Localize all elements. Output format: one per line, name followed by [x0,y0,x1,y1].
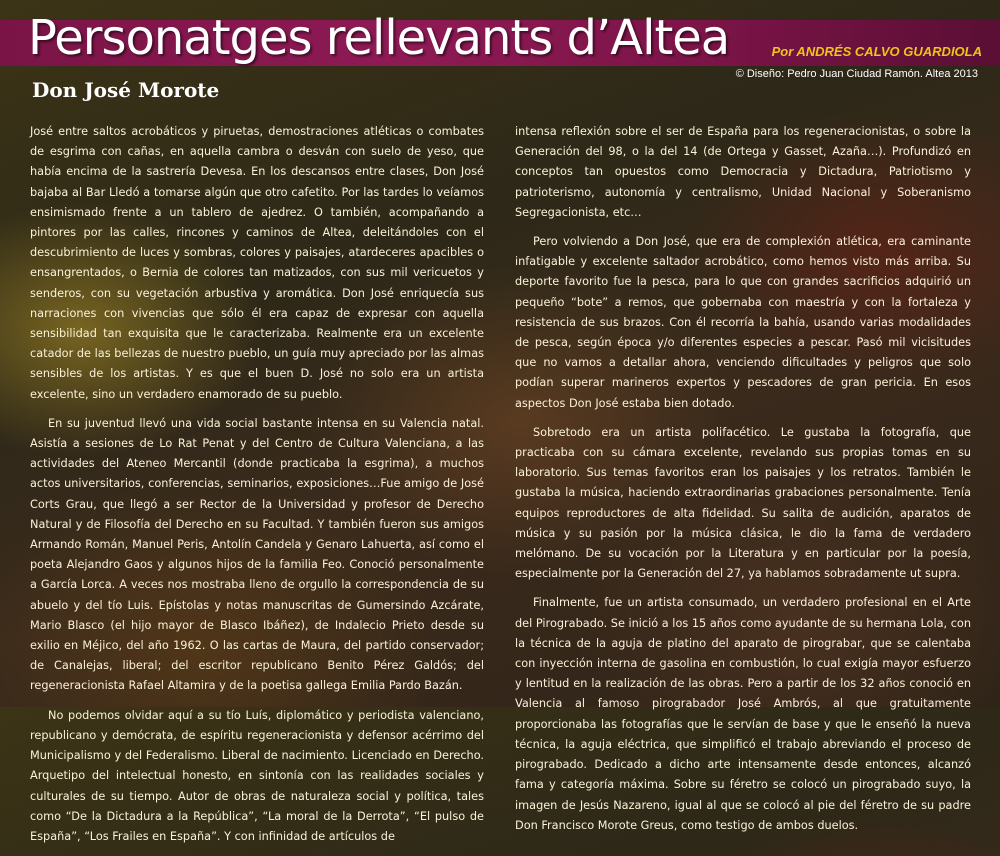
paragraph: Finalmente, fue un artista consumado, un verdadero profesional en el Arte del Pirograbado. Se inició a los 15 años como ayudante de su hermana Lola, con la técnica de la aguja de platino del aparato de pirograbar, que se calentaba con inyección interna de gasolina en combustión, lo cual exigía mayor esfuerzo y lentitud en la realización de las obras. Pero a partir de los 32 años conoció en Valencia al famoso pirograbador José Ambrós, al que gratuitamente proporcionaba las fotografías que le servían de base y que le enseñó la nueva técnica, la aguja eléctrica, que simplificó el trabajo abreviando el proceso de pirograbado. Dedicado a dicho arte intensamente desde entonces, alcanzó fama y categoría máxima. Sobre su féretro se colocó un pirograbado suyo, la imagen de Jesús Nazareno, igual al que se colocó al pie del féretro de su padre Don Francisco Morote Greus, como testigo de ambos duelos. [515,596,971,832]
paragraph: Pero volviendo a Don José, que era de complexión atlética, era caminante infatigable y excelente saltador acrobático, como hemos visto más arriba. Su deporte favorito fue la pesca, para lo que con grandes sacrificios adquirió un pequeño “bote” a remos, que gobernaba con maestría y con la fortaleza y resistencia de sus brazos. Con él recorría la bahía, usando varias modalidades de pesca, según época y/o diferentes especies a pescar. Pasó mil vicisitudes que no vamos a detallar ahora, venciendo dificultades y peligros que solo podían superar marineros expertos y pescadores de gran pericia. En esos aspectos Don José estaba bien dotado. [515,235,971,410]
paragraph: Sobretodo era un artista polifacético. Le gustaba la fotografía, que practicaba con su cámara excelente, revelando sus propias tomas en su laboratorio. Sus temas favoritos eran los paisajes y los retratos. También le gustaba la música, haciendo extraordinarias grabaciones personalmente. Tenía equipos reproductores de alta fidelidad. Su salita de audición, aparatos de música y su pasión por la música clásica, le dio la fama de verdadero melómano. De su vocación por la Literatura y en particular por la poesía, especialmente por la Generación del 27, ya hablamos sobradamente ut supra. [515,425,971,581]
article-subtitle: Don José Morote [32,78,220,102]
paragraph: En su juventud llevó una vida social bastante intensa en su Valencia natal. Asistía a sesiones de Lo Rat Penat y del Centro de Cultura Valenciana, a las actividades del Ateneo Mercantil (donde practicaba la esgrima), a muchos actos universitarios, conferencias, seminarios, exposiciones…Fue amigo de José Corts Grau, que llegó a ser Rector de la Universidad y profesor de Derecho Natural y de Filosofía del Derecho en su Facultad. Y también fueron sus amigos Armando Román, Manuel Peris, Antolín Candela y Genaro Lahuerta, así como el poeta Alejandro Gaos y algunos hijos de la familia Feo. Conoció personalmente a García Lorca. A veces nos mostraba lleno de orgullo la correspondencia de su abuelo y del tío Luis. Epístolas y notas manuscritas de Gumersindo Azcárate, Mario Blasco (el hijo mayor de Blasco Ibáñez), de Indalecio Prieto desde su exilio en Méjico, del año 1962. O las cartas de Maura, del partido conservador; de Canalejas, liberal; del escritor republicano Benito Pérez Galdós; del regeneracionista Rafael Altamira y de la poetisa gallega Emilia Pardo Bazán. [30,416,484,693]
paragraph: José entre saltos acrobáticos y piruetas, demostraciones atléticas o combates de esgrima con cañas, en aquella cambra o desván con suelo de yeso, que había encima de la sastrería Devesa. En los descansos entre clases, Don José bajaba al Bar Lledó a tomarse algún que otro cafetito. Por las tardes lo veíamos ensimismado frente a un tablero de ajedrez. O también, acompañando a pintores por las calles, rincones y caminos de Altea, deleitándoles con el descubrimiento de luces y sombras, colores y paisajes, atardeceres apacibles o ensangrentados, o Bernia de colores tan matizados, con sus mil vericuetos y senderos, con su vegetación arbustiva y aromática. Don José enriquecía sus narraciones con vivencias que sólo él era capaz de expresar con aquella sensibilidad tan exquisita que le caracterizaba. Realmente era un excelente catador de las bellezas de nuestro pueblo, un guía muy apreciado por las almas sensibles de los artistas. Y es que el buen D. José no solo era un artista excelente, sino un verdadero enamorado de su pueblo. [30,125,484,401]
design-credit: © Diseño: Pedro Juan Ciudad Ramón. Altea 2013 [735,68,978,80]
paragraph: No podemos olvidar aquí a su tío Luís, diplomático y periodista valenciano, republicano y demócrata, de espíritu regeneracionista y defensor acérrimo del Municipalismo y del Federalismo. Liberal de nacimiento. Licenciado en Derecho. Arquetipo del intelectual honesto, en sintonía con las realidades sociales y culturales de su tiempo. Autor de obras de naturaleza social y política, tales como “De la Dictadura a la República”, “La moral de la Derrota”, “El pulso de España”, “Los Frailes en España”. Y con infinidad de artículos de [30,708,484,843]
page-title: Personatges rellevants d’Altea [28,10,730,66]
author-byline: Por ANDRÉS CALVO GUARDIOLA [771,44,982,59]
right-column [515,122,971,845]
paragraph: intensa reflexión sobre el ser de España para los regeneracionistas, o sobre la Generación del 98, o la del 14 (de Ortega y Gasset, Azaña…). Profundizó en conceptos tan opuestos como Democracia y Dictadura, Patriotismo y patrioterismo, autonomía y centralismo, Unidad Nacional y Soberanismo Segregacionista, etc… [515,125,971,219]
left-column [30,122,484,856]
